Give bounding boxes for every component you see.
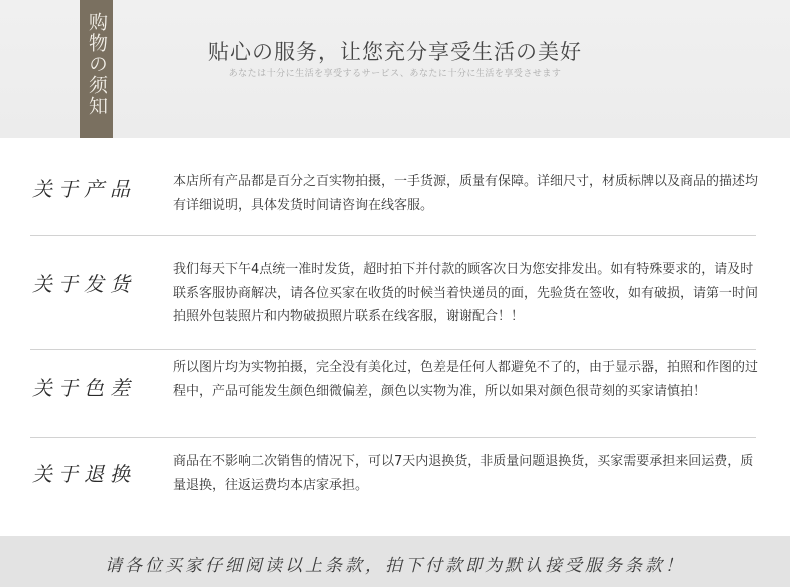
- page-title: 贴心の服务，让您充分享受生活の美好: [208, 40, 582, 64]
- section-heading-color-difference: 关于色差: [32, 376, 136, 400]
- section-body-shipping: 我们每天下午4点统一准时发货，超时拍下并付款的顾客次日为您安排发出。如有特殊要求的，请及时联系客服协商解决，请各位买家在收货的时候当着快递员的面，先验货在签收，如有破损，请第一时间拍照外包装照片和内物破损照片联系在线客服，谢谢配合！！: [173, 262, 759, 324]
- footer-band: [0, 536, 790, 587]
- footer-notice: 请各位买家仔细阅读以上条款，拍下付款即为默认接受服务条款！: [105, 556, 685, 576]
- header-band: [0, 0, 790, 138]
- page-subtitle: あなたは十分に生活を享受するサービス、あなたに十分に生活を享受させます: [228, 69, 562, 79]
- section-heading-returns: 关于退换: [32, 462, 136, 486]
- section-body-color-difference: 所以图片均为实物拍摄，完全没有美化过，色差是任何人都避免不了的，由于显示器，拍照和作图的过程中，产品可能发生颜色细微偏差，颜色以实物为准，所以如果对颜色很苛刻的买家请慎拍！: [173, 360, 759, 399]
- divider: [30, 437, 756, 438]
- shopping-notice-tag-text: 购物の须知: [86, 12, 108, 117]
- section-body-product: 本店所有产品都是百分之百实物拍摄，一手货源，质量有保障。详细尺寸，材质标牌以及商品的描述均有详细说明，具体发货时间请咨询在线客服。: [173, 174, 759, 213]
- section-heading-product: 关于产品: [32, 177, 136, 201]
- section-body-returns: 商品在不影响二次销售的情况下，可以7天内退换货，非质量问题退换货，买家需要承担来回运费，质量退换，往返运费均本店家承担。: [173, 454, 754, 493]
- divider: [30, 235, 756, 236]
- section-heading-shipping: 关于发货: [32, 272, 136, 296]
- divider: [30, 349, 756, 350]
